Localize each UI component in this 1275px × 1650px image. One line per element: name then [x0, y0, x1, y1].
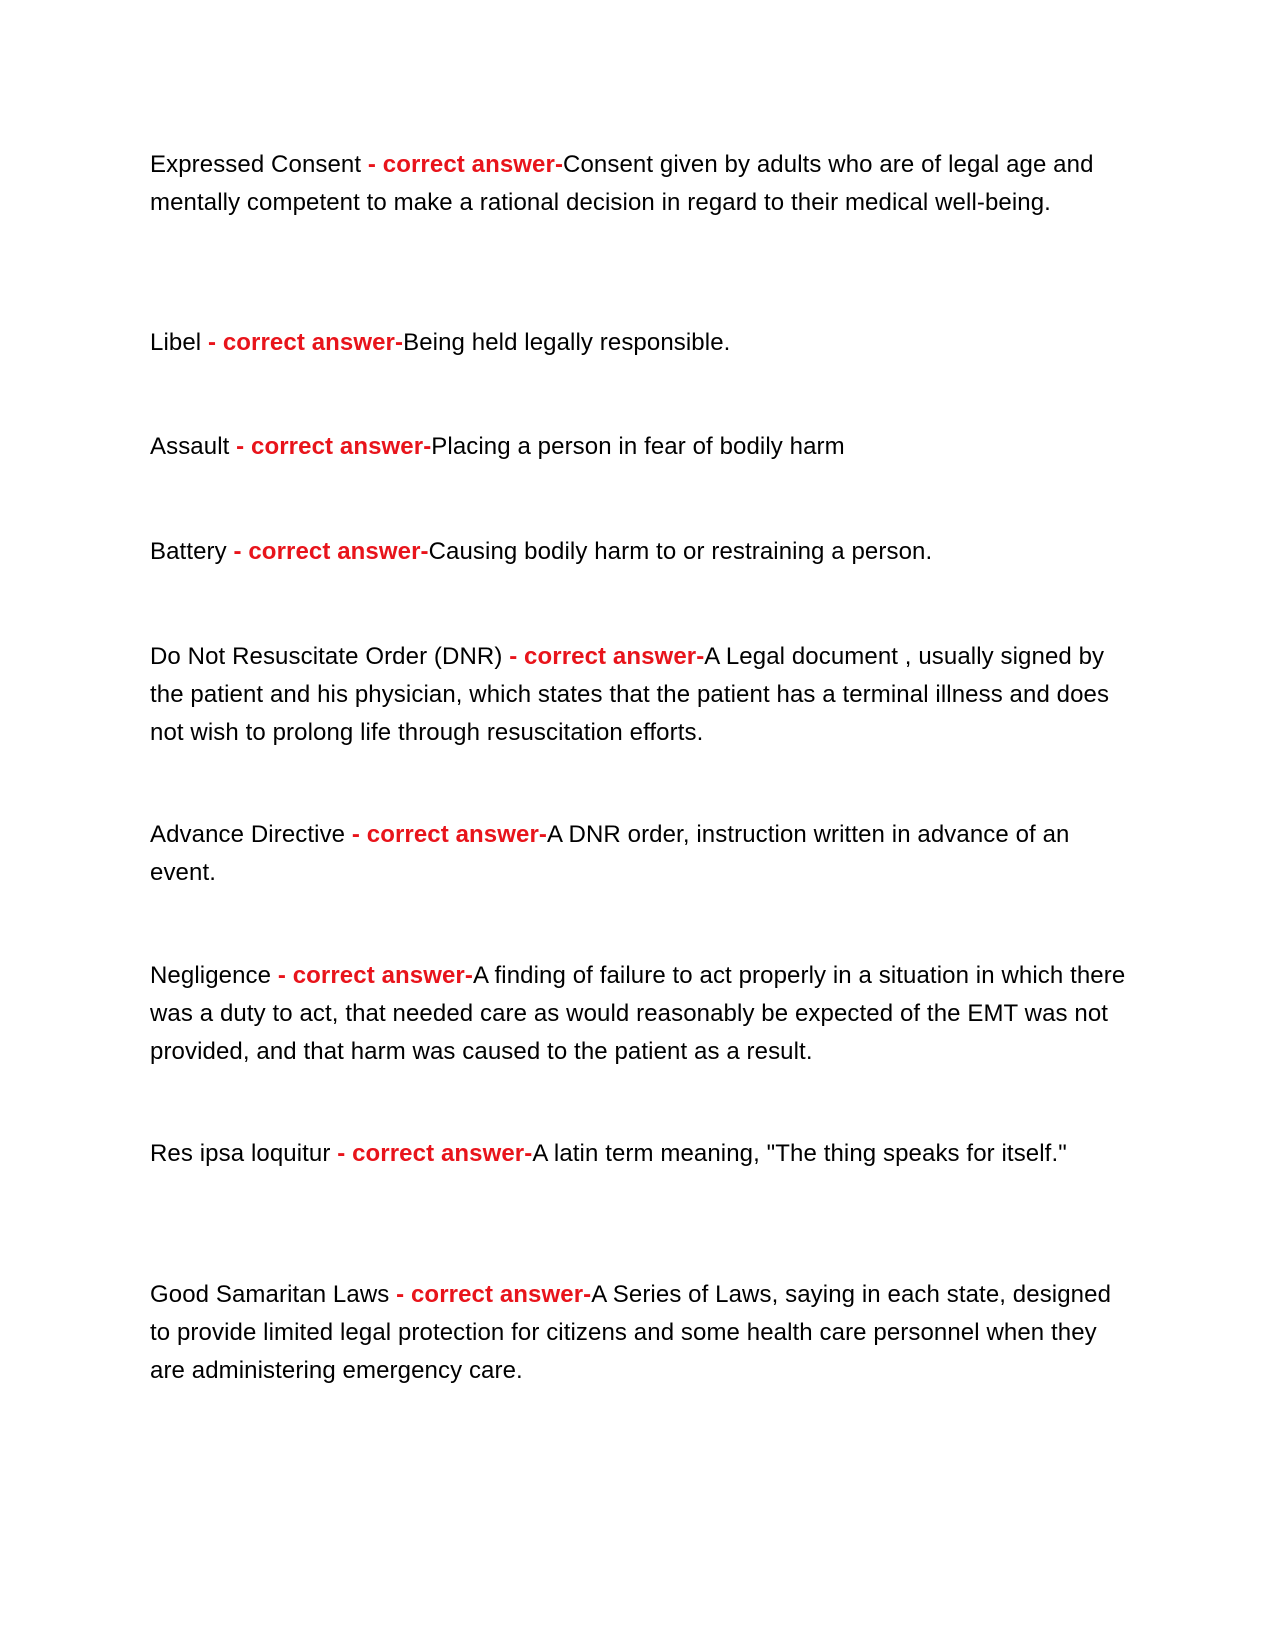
definition: A Series of Laws, saying in each state, designed to provide limited legal protection for citizens and some health care personnel when they are administering emergency care. [150, 1281, 1112, 1384]
answer-separator: - correct answer- [229, 433, 432, 460]
definition: Placing a person in fear of bodily harm [431, 433, 845, 460]
term: Battery [150, 538, 227, 565]
definition: A latin term meaning, "The thing speaks for itself." [532, 1140, 1067, 1167]
definition: A Legal document , usually signed by the patient and his physician, which states that the patient has a terminal illness and does not wish to prolong life through resuscitation efforts. [150, 643, 1110, 746]
term: Good Samaritan Laws [150, 1281, 390, 1308]
flashcard-libel [150, 324, 1130, 362]
answer-separator: - correct answer- [345, 821, 547, 848]
flashcard-expressed-consent [150, 146, 1130, 222]
answer-separator: - correct answer- [226, 538, 429, 565]
term: Res ipsa loquitur [150, 1140, 331, 1167]
flashcard-battery [150, 533, 1130, 571]
term: Advance Directive [150, 821, 346, 848]
flashcard-assault [150, 428, 1130, 466]
answer-separator: - correct answer- [389, 1281, 592, 1308]
answer-separator: - correct answer- [271, 962, 473, 989]
term: Do Not Resuscitate Order (DNR) [150, 643, 503, 670]
definition: Causing bodily harm to or restraining a person. [428, 538, 933, 565]
term: Assault [150, 433, 230, 460]
definition: A DNR order, instruction written in advance of an event. [150, 821, 1070, 886]
term: Negligence [150, 962, 272, 989]
definition: A finding of failure to act properly in a situation in which there was a duty to act, that needed care as would reasonably be expected of the EMT was not provided, and that harm was caused to the patient as a result. [150, 962, 1126, 1065]
flashcard-res-ipsa-loquitur [150, 1135, 1130, 1173]
answer-separator: - correct answer- [502, 643, 705, 670]
definition: Consent given by adults who are of legal age and mentally competent to make a rational decision in regard to their medical well-being. [150, 151, 1094, 216]
flashcard-negligence [150, 957, 1130, 1071]
answer-separator: - correct answer- [330, 1140, 533, 1167]
term: Expressed Consent [150, 151, 362, 178]
flashcard-advance-directive [150, 816, 1130, 892]
flashcard-dnr [150, 638, 1130, 752]
answer-separator: - correct answer- [361, 151, 564, 178]
answer-separator: - correct answer- [201, 329, 404, 356]
definition: Being held legally responsible. [403, 329, 731, 356]
flashcard-good-samaritan-laws [150, 1276, 1130, 1390]
term: Libel [150, 329, 202, 356]
